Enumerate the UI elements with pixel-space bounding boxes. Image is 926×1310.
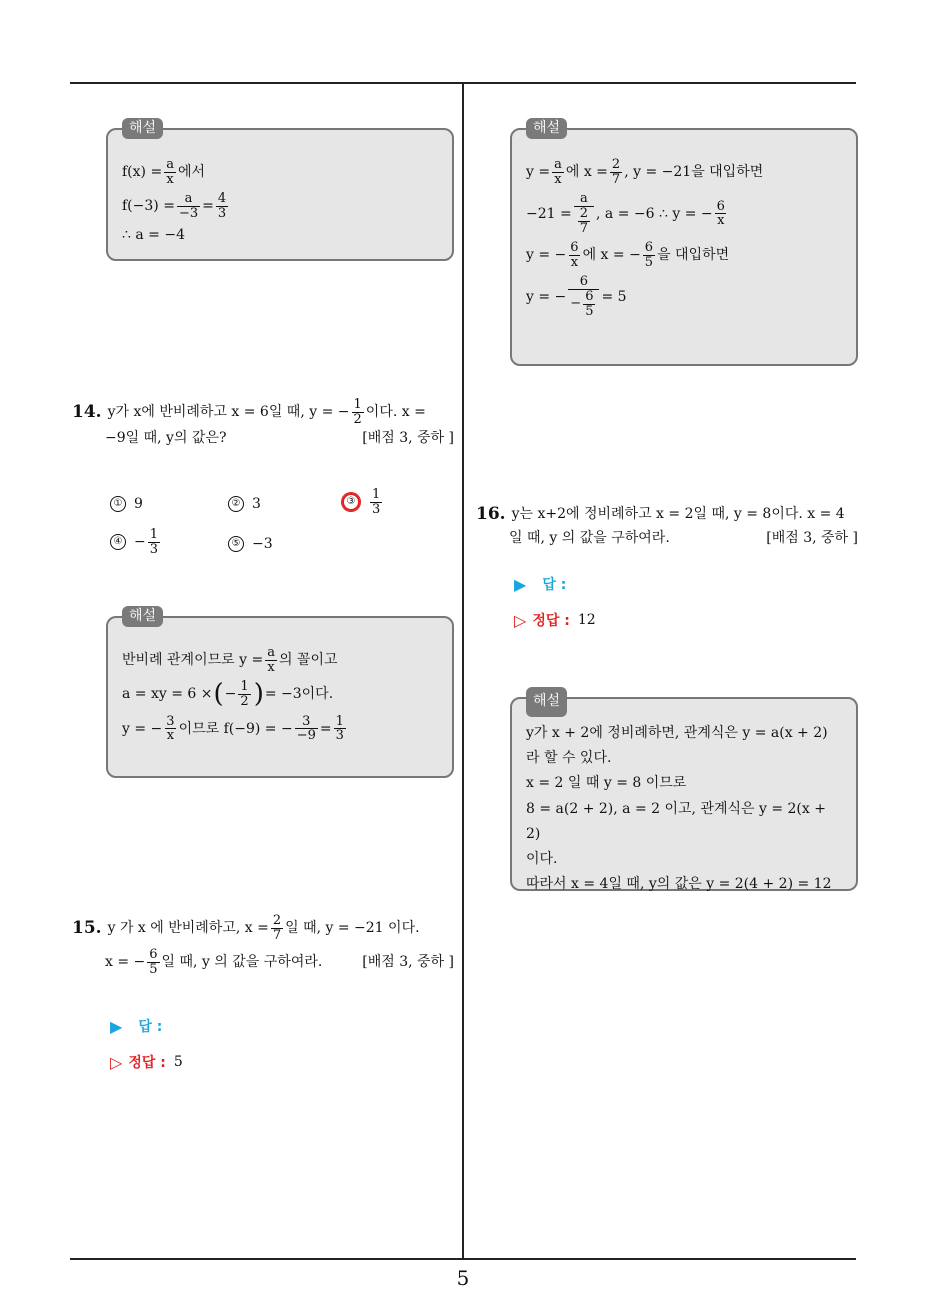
complex-fraction: 6 − $\frac{6}{5}$ [568, 275, 599, 318]
fraction: $\frac{1}{2}$ [353, 397, 362, 427]
solution-line: ∴ a = −4 [122, 226, 185, 243]
solution-line: −21 = $\frac{a}{\frac{2}{7}}$ , a = −6 ∴ y = − $\frac{6}{x}$ [526, 191, 725, 236]
outline-triangle-icon: ▷ [110, 1052, 123, 1072]
question-15: 15. y 가 x 에 반비례하고, x = $\frac{2}{7}$ 일 때, y = −21 이다. x = − $\frac{6}{5}$ 일 때, y 의 값을 구하여라. [배점 3, 중하 ] [72, 913, 454, 977]
solution-tag: 해설 [526, 118, 567, 139]
question-14: 14. y가 x에 반비례하고 x = 6일 때, y = − $\frac{1}{2}$ 이다. x = −9일 때, y의 값은? [배점 3, 중하 ] [72, 397, 454, 447]
score-meta: [배점 3, 중하 ] [362, 954, 454, 971]
fraction: $\frac{6}{x}$ [570, 240, 579, 270]
answer-row[interactable]: ▶ 답 : [110, 1016, 163, 1036]
solution-line: 따라서 x = 4일 때, y의 값은 y = 2(4 + 2) = 12 [526, 876, 832, 893]
column-divider [462, 83, 464, 1259]
fraction: $\frac{a}{-3}$ [178, 191, 199, 221]
play-triangle-icon: ▶ [110, 1016, 123, 1036]
page-number: 5 [456, 1266, 470, 1290]
play-triangle-icon: ▶ [514, 574, 527, 594]
fraction: $\frac{1}{3}$ [335, 713, 344, 744]
question-16: 16. y는 x+2에 정비례하고 x = 2일 때, y = 8이다. x = 4 일 때, y 의 값을 구하여라. [배점 3, 중하 ] [476, 504, 858, 547]
fraction: $\frac{2}{7}$ [611, 157, 621, 187]
option-3[interactable] [342, 488, 384, 516]
fraction: $\frac{2}{7}$ [272, 913, 282, 943]
solution-line: 반비례 관계이므로 y = $\frac{a}{x}$ 의 꼴이고 [122, 645, 338, 675]
solution-line: y = − 6 − $\frac{6}{5}$ = 5 [526, 274, 627, 319]
correct-answer-row: ▷ 정답 : 5 [110, 1052, 183, 1072]
solution-line: y가 x + 2에 정비례하면, 관계식은 y = a(x + 2) [526, 725, 828, 741]
solution-line: y = − $\frac{6}{x}$ 에 x = − $\frac{6}{5}$ 을 대입하면 [526, 240, 730, 270]
solution-line: y = $\frac{a}{x}$ 에 x = $\frac{2}{7}$ , y = −21을 대입하면 [526, 157, 764, 187]
fraction: $\frac{4}{3}$ [217, 191, 227, 221]
solution-line: 8 = a(2 + 2), a = 2 이고, 관계식은 y = 2(x + 2) [526, 800, 826, 842]
fraction: $\frac{6}{x}$ [716, 198, 725, 229]
selected-answer-mark: ③ [342, 493, 360, 511]
fraction: $\frac{3}{-9}$ [296, 713, 316, 744]
solution-tag: 해설 [526, 687, 567, 717]
solution-tag: 해설 [122, 118, 163, 139]
fraction: $\frac{1}{3}$ [149, 527, 159, 557]
fraction: $\frac{3}{x}$ [166, 713, 175, 744]
fraction: $\frac{6}{5}$ [644, 240, 654, 270]
outline-triangle-icon: ▷ [514, 610, 527, 630]
fraction: $\frac{1}{3}$ [372, 487, 381, 517]
solution-box-13 [106, 120, 454, 261]
score-meta: [배점 3, 중하 ] [766, 530, 858, 547]
question-number: 15. [72, 917, 102, 938]
solution-line: x = 2 일 때 y = 8 이므로 [526, 775, 687, 792]
fraction: $\frac{6}{5}$ [149, 947, 158, 977]
solution-line: a = xy = 6 × ( − $\frac{1}{2}$ ) = −3이다. [122, 679, 334, 710]
option-1[interactable]: ① 9 [110, 496, 143, 512]
question-number: 16. [476, 504, 506, 524]
correct-answer-row: ▷ 정답 : 12 [514, 610, 596, 630]
score-meta: [배점 3, 중하 ] [362, 430, 454, 447]
option-4[interactable]: ④ − $\frac{1}{3}$ [110, 528, 162, 556]
fraction: $\frac{a}{x}$ [554, 157, 562, 187]
fraction: $\frac{a}{x}$ [166, 157, 174, 187]
fraction: $\frac{a}{x}$ [267, 645, 275, 675]
solution-box-16 [510, 693, 858, 893]
solution-box-14 [106, 608, 454, 778]
solution-line: 이다. [526, 850, 558, 867]
bottom-rule [70, 1258, 856, 1260]
complex-fraction: $\frac{a}{\frac{2}{7}}$ [574, 192, 594, 235]
solution-box-15 [510, 120, 858, 366]
fraction: $\frac{2}{7}$ [579, 205, 589, 236]
solution-tag: 해설 [122, 606, 163, 627]
solution-line: y = − $\frac{3}{x}$ 이므로 f(−9) = − $\frac{3}{-9}$ = $\frac{1}{3}$ [122, 713, 344, 744]
fraction: $\frac{1}{2}$ [240, 679, 249, 709]
option-5[interactable]: ⑤ −3 [228, 536, 273, 552]
solution-line: f(−3) = $\frac{a}{-3}$ = $\frac{4}{3}$ [122, 191, 227, 221]
answer-row[interactable]: ▶ 답 : [514, 574, 567, 594]
question-number: 14. [72, 401, 102, 422]
solution-line: 라 할 수 있다. [526, 750, 612, 767]
option-2[interactable]: ② 3 [228, 496, 261, 512]
fraction: $\frac{6}{5}$ [585, 289, 594, 319]
solution-line: f(x) = $\frac{a}{x}$ 에서 [122, 157, 206, 187]
